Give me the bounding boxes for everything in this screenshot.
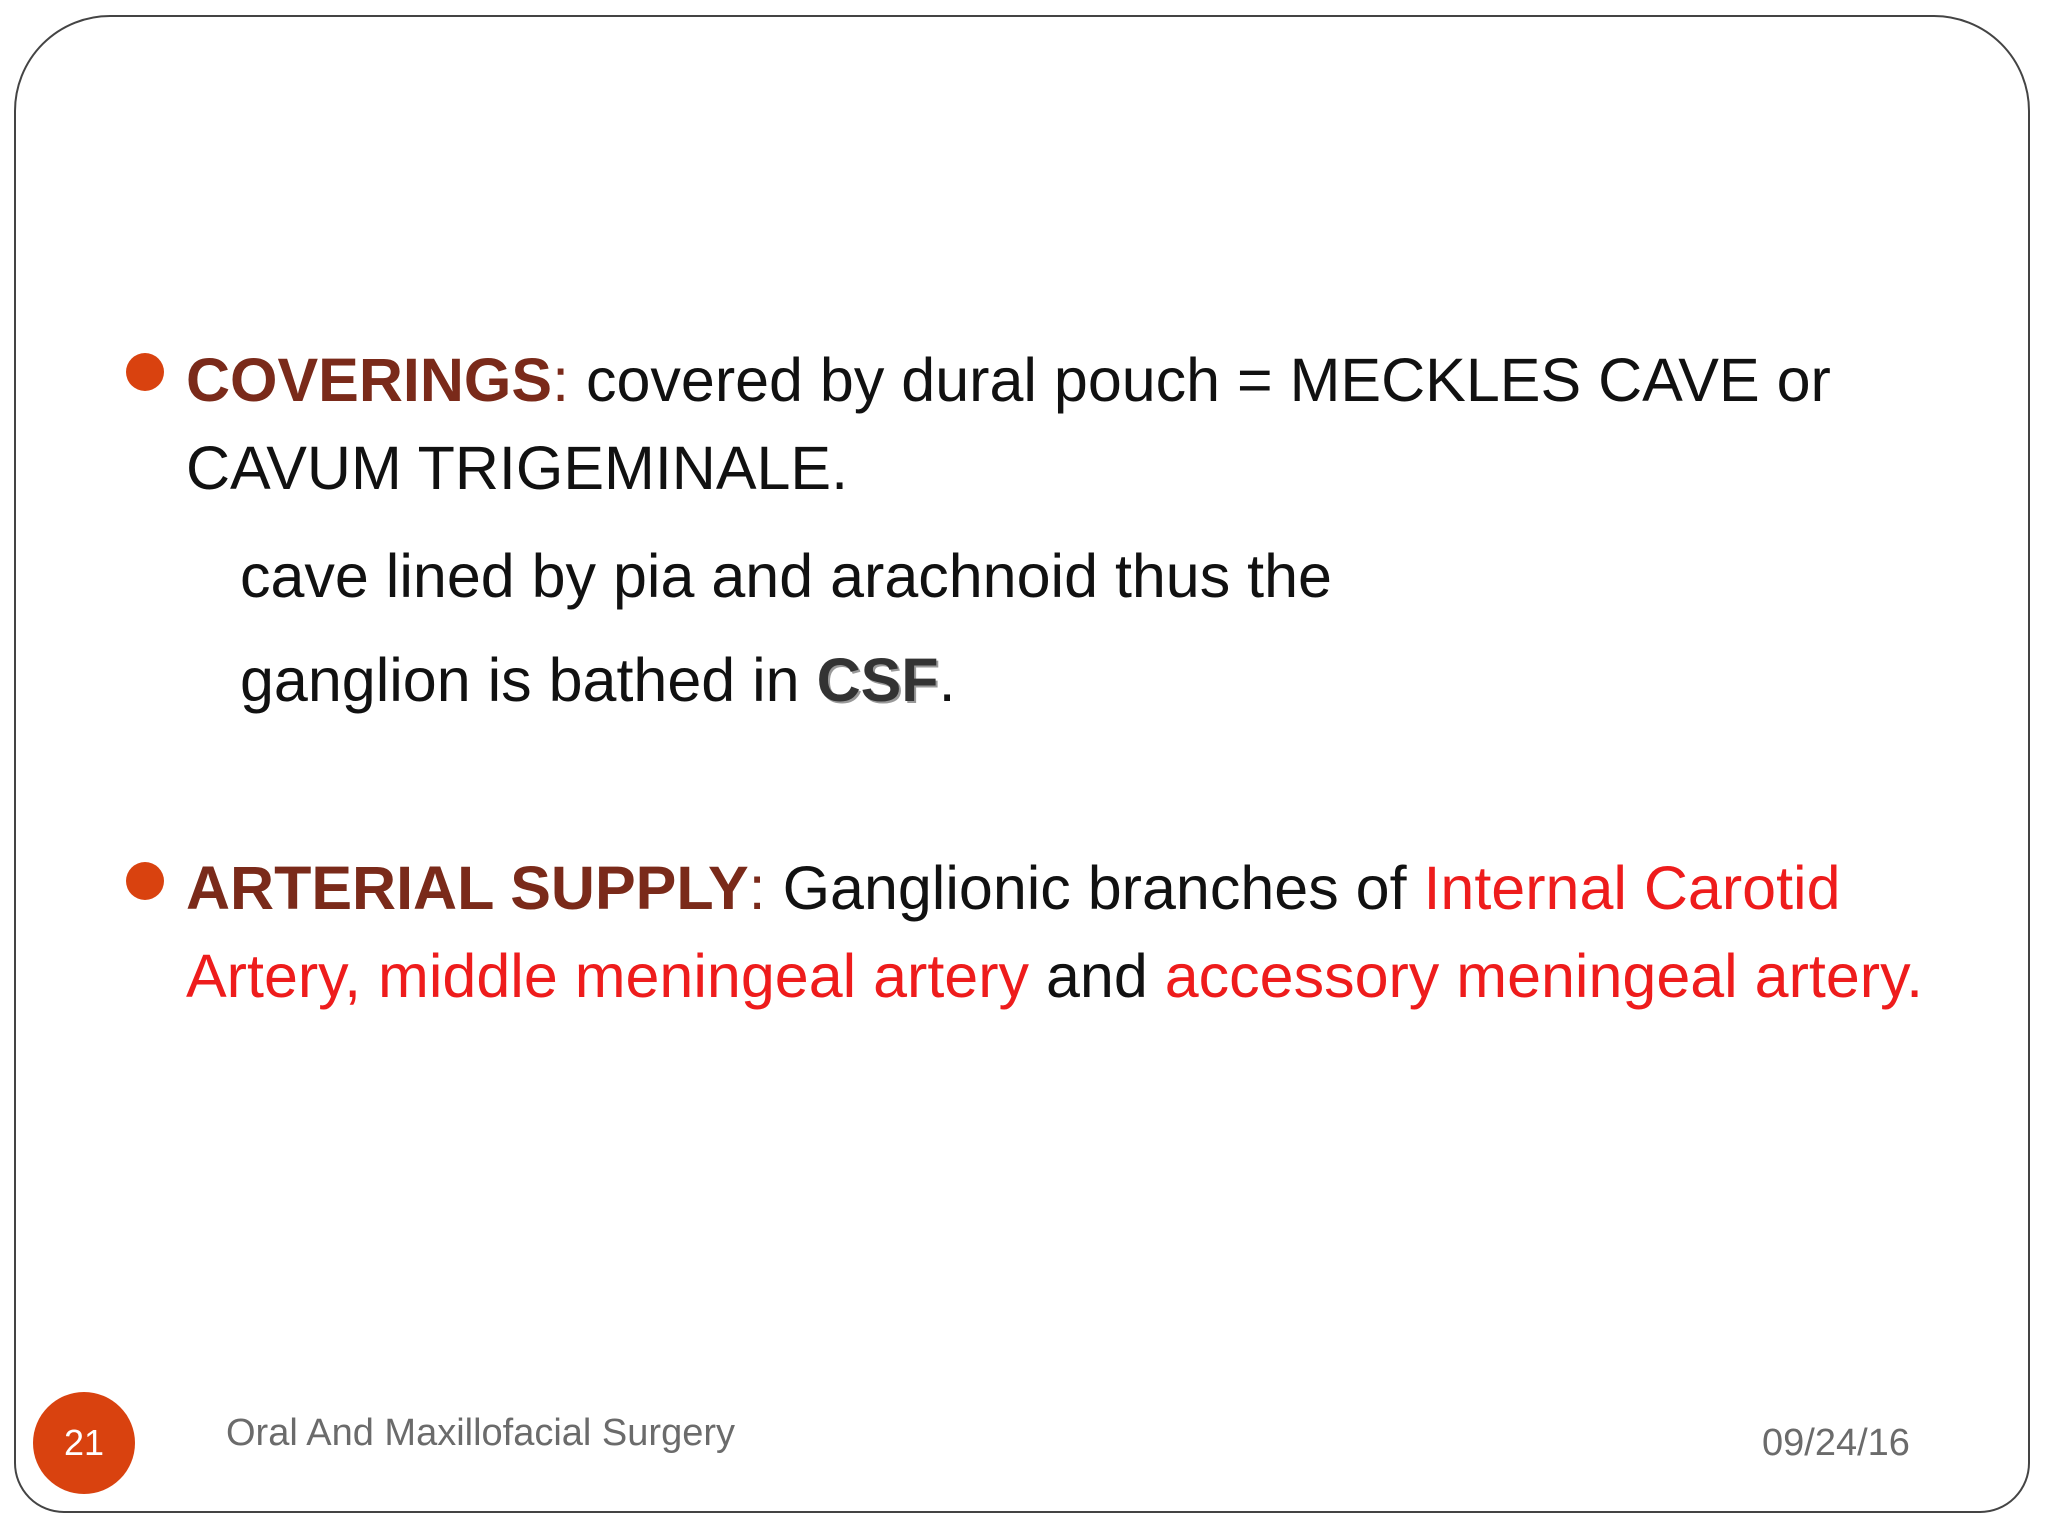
- arterial-bullet: [186, 844, 2041, 1020]
- footer-date: 09/24/16: [1762, 1422, 1910, 1464]
- slide-number-badge: 21: [33, 1392, 135, 1494]
- coverings-text: covered by dural pouch = MECKLES CAVE or CAVUM TRIGEMINALE.: [186, 346, 1831, 502]
- bullet-icon: [126, 862, 164, 900]
- coverings-line-3-prefix: ganglion is bathed in: [240, 646, 817, 714]
- csf-term: CSF: [816, 646, 939, 714]
- arterial-text-2: and: [1029, 942, 1165, 1010]
- arterial-red-2: accessory meningeal artery.: [1164, 942, 1924, 1010]
- arterial-red-1: Internal Carotid Artery, middle meningeal artery: [186, 854, 2041, 1010]
- coverings-bullet: [186, 336, 1966, 512]
- arterial-term: ARTERIAL SUPPLY: [186, 854, 749, 922]
- coverings-line-2: cave lined by pia and arachnoid thus the: [240, 542, 1332, 610]
- coverings-line-3-suffix: .: [938, 646, 956, 714]
- footer-title: Oral And Maxillofacial Surgery: [226, 1412, 735, 1454]
- bullet-icon: [126, 353, 164, 391]
- arterial-text-1: Ganglionic branches of: [765, 854, 1424, 922]
- arterial-colon: :: [748, 854, 766, 922]
- coverings-colon: :: [552, 346, 570, 414]
- coverings-line-3: [240, 636, 956, 724]
- coverings-term: COVERINGS: [186, 346, 553, 414]
